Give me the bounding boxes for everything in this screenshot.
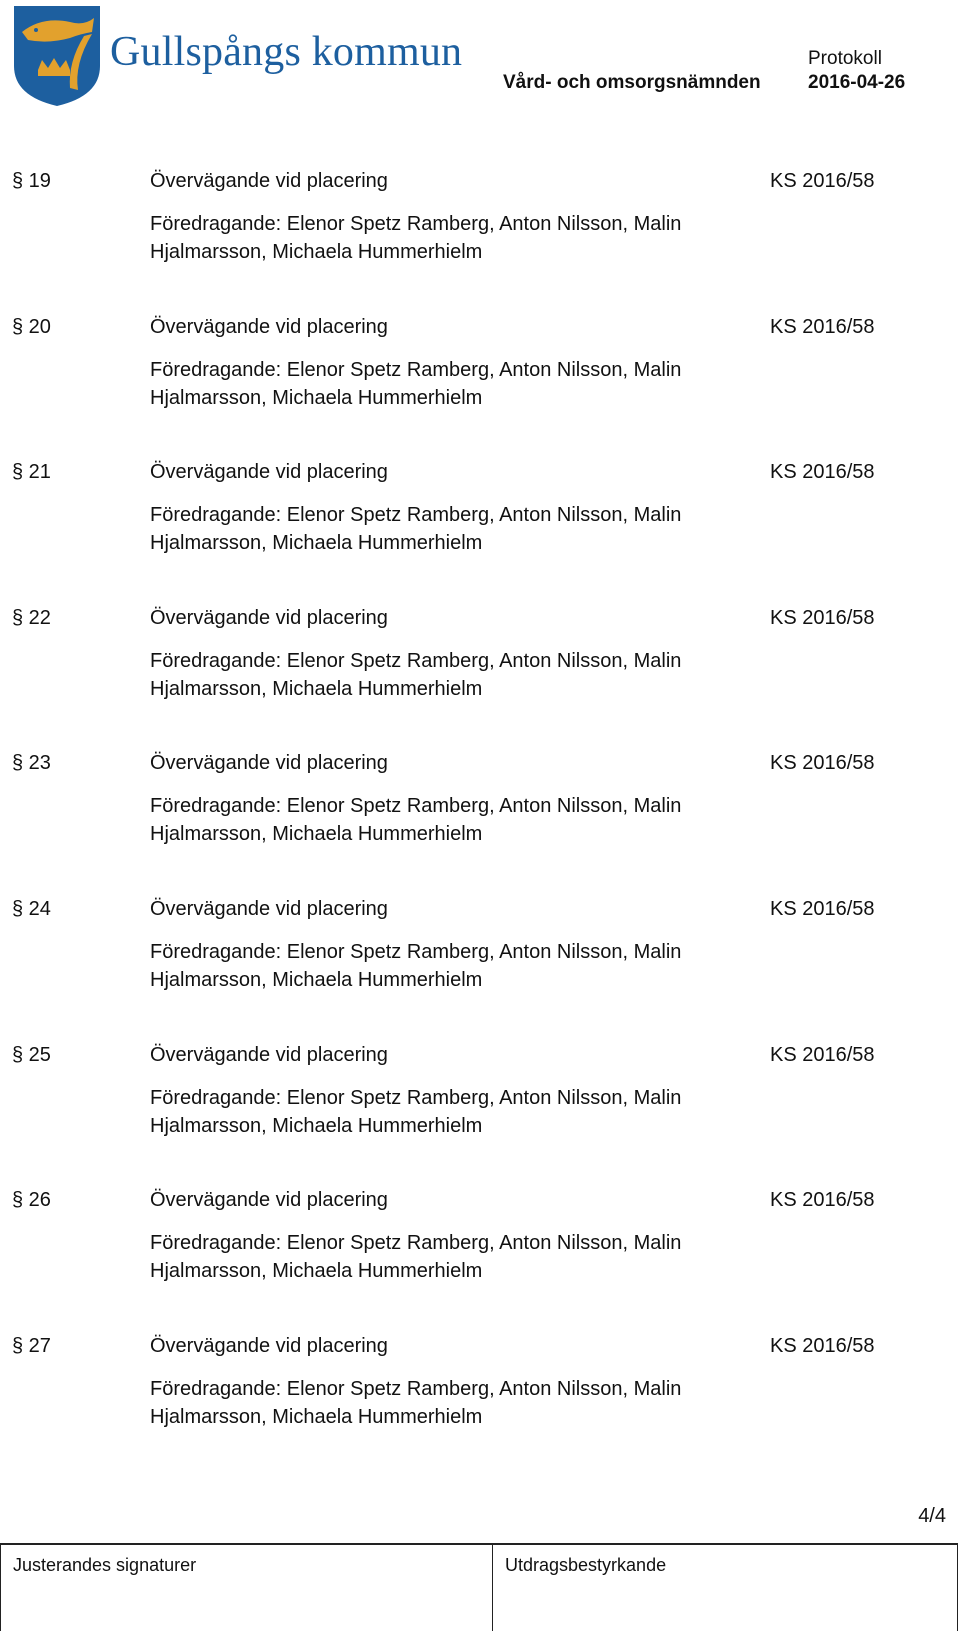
signature-footer (0, 1543, 958, 1631)
agenda-item (12, 170, 912, 316)
document-type: Protokoll (808, 48, 882, 69)
presenters (150, 210, 710, 266)
presenters-line-1: Föredragande: Elenor Spetz Ramberg, Anton Nilsson, Malin (150, 213, 682, 235)
agenda-item (12, 607, 912, 753)
presenters (150, 938, 710, 994)
agenda-item (12, 1335, 912, 1481)
item-title: Övervägande vid placering (150, 606, 388, 629)
presenters-line-2: Hjalmarsson, Michaela Hummerhielm (150, 677, 483, 700)
presenters (150, 501, 710, 557)
signatures-box[interactable] (1, 1545, 493, 1631)
item-title: Övervägande vid placering (150, 897, 388, 920)
case-number: KS 2016/58 (770, 461, 875, 484)
case-number: KS 2016/58 (770, 315, 875, 338)
case-number: KS 2016/58 (770, 1334, 875, 1357)
presenters-line-1: Föredragande: Elenor Spetz Ramberg, Anton Nilsson, Malin (150, 1232, 682, 1255)
page-number: 4/4 (918, 1505, 946, 1527)
agenda-items-list (12, 170, 912, 1480)
case-number: KS 2016/58 (770, 897, 875, 920)
presenters-line-1: Föredragande: Elenor Spetz Ramberg, Anton Nilsson, Malin (150, 1377, 682, 1400)
item-title: Övervägande vid placering (150, 1334, 388, 1357)
item-title: Övervägande vid placering (150, 315, 388, 338)
presenters-line-2: Hjalmarsson, Michaela Hummerhielm (150, 1114, 483, 1137)
agenda-item (12, 461, 912, 607)
paragraph-number: § 23 (12, 752, 51, 775)
presenters-line-2: Hjalmarsson, Michaela Hummerhielm (150, 241, 483, 263)
case-number: KS 2016/58 (770, 1043, 875, 1066)
presenters-line-2: Hjalmarsson, Michaela Hummerhielm (150, 1405, 483, 1428)
signatures-label: Justerandes signaturer (13, 1555, 197, 1575)
case-number: KS 2016/58 (770, 1189, 875, 1212)
agenda-item (12, 1044, 912, 1190)
presenters (150, 647, 710, 703)
paragraph-number: § 24 (12, 897, 51, 920)
presenters-line-2: Hjalmarsson, Michaela Hummerhielm (150, 386, 483, 409)
presenters-line-1: Föredragande: Elenor Spetz Ramberg, Anton Nilsson, Malin (150, 795, 682, 818)
agenda-item (12, 316, 912, 462)
presenters (150, 1375, 710, 1431)
item-title: Övervägande vid placering (150, 170, 388, 192)
municipality-coat-of-arms-logo (12, 4, 102, 108)
presenters-line-2: Hjalmarsson, Michaela Hummerhielm (150, 968, 483, 991)
presenters-line-1: Föredragande: Elenor Spetz Ramberg, Anton Nilsson, Malin (150, 649, 682, 672)
presenters-line-2: Hjalmarsson, Michaela Hummerhielm (150, 1260, 483, 1283)
agenda-item (12, 898, 912, 1044)
item-title: Övervägande vid placering (150, 752, 388, 775)
presenters (150, 1229, 710, 1285)
paragraph-number: § 26 (12, 1189, 51, 1212)
presenters-line-1: Föredragande: Elenor Spetz Ramberg, Anton Nilsson, Malin (150, 1086, 682, 1109)
item-title: Övervägande vid placering (150, 461, 388, 484)
case-number: KS 2016/58 (770, 606, 875, 629)
certification-box[interactable] (493, 1545, 957, 1631)
paragraph-number: § 25 (12, 1043, 51, 1066)
case-number: KS 2016/58 (770, 170, 875, 192)
item-title: Övervägande vid placering (150, 1043, 388, 1066)
meeting-date: 2016-04-26 (808, 72, 906, 93)
presenters (150, 356, 710, 412)
case-number: KS 2016/58 (770, 752, 875, 775)
presenters-line-1: Föredragande: Elenor Spetz Ramberg, Anton Nilsson, Malin (150, 940, 682, 963)
brand-name: Gullspångs kommun (110, 29, 463, 75)
presenters (150, 792, 710, 848)
paragraph-number: § 20 (12, 315, 51, 338)
presenters-line-2: Hjalmarsson, Michaela Hummerhielm (150, 532, 483, 555)
agenda-item (12, 752, 912, 898)
item-title: Övervägande vid placering (150, 1189, 388, 1212)
paragraph-number: § 19 (12, 170, 51, 192)
agenda-item (12, 1189, 912, 1335)
paragraph-number: § 21 (12, 461, 51, 484)
presenters-line-2: Hjalmarsson, Michaela Hummerhielm (150, 823, 483, 846)
certification-label: Utdragsbestyrkande (505, 1555, 667, 1575)
presenters-line-1: Föredragande: Elenor Spetz Ramberg, Anton Nilsson, Malin (150, 504, 682, 527)
presenters-line-1: Föredragande: Elenor Spetz Ramberg, Anton Nilsson, Malin (150, 358, 682, 381)
committee-name: Vård- och omsorgsnämnden (503, 72, 761, 93)
paragraph-number: § 22 (12, 606, 51, 629)
presenters (150, 1084, 710, 1140)
paragraph-number: § 27 (12, 1334, 51, 1357)
